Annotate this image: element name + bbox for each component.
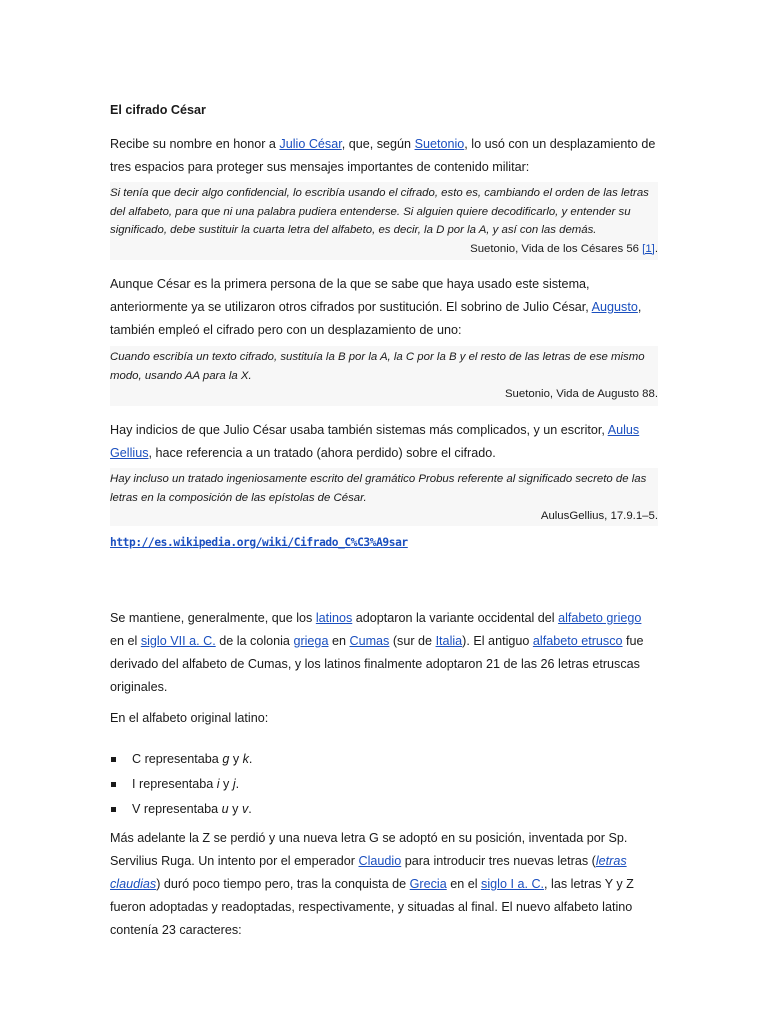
link-siglo-vii[interactable]: siglo VII a. C.	[140, 634, 216, 648]
para3-text-2: , hace referencia a un tratado (ahora perdido) sobre el cifrado.	[148, 446, 496, 460]
para4-text-6: (sur de	[389, 634, 436, 648]
paragraph-2	[110, 273, 658, 342]
list-item	[110, 747, 658, 772]
link-alfabeto-griego[interactable]: alfabeto griego	[558, 611, 642, 625]
paragraph-4	[110, 607, 658, 699]
para2-text-2: , también empleó el cifrado pero con un desplazamiento de uno:	[110, 300, 642, 337]
paragraph-6	[110, 827, 658, 942]
intro-paragraph	[110, 133, 658, 179]
para6-text-3: ) duró poco tiempo pero, tras la conquista de	[156, 877, 410, 891]
bullet-square-icon	[111, 757, 116, 762]
list-item-letter-a: g	[222, 752, 230, 766]
reference-link-1[interactable]: [1]	[642, 242, 655, 255]
paragraph-3	[110, 419, 658, 465]
list-item-letter-a: u	[221, 802, 229, 816]
link-italia[interactable]: Italia	[435, 634, 463, 648]
link-grecia[interactable]: Grecia	[409, 877, 447, 891]
list-item-conj: y	[228, 802, 242, 816]
para6-text-4: en el	[446, 877, 482, 891]
list-item	[110, 797, 658, 822]
para4-text-3: en el	[110, 634, 141, 648]
list-item-text: C representaba	[132, 752, 223, 766]
para4-text-4: de la colonia	[215, 634, 294, 648]
link-siglo-i[interactable]: siglo I a. C.	[481, 877, 545, 891]
quote-block-1	[110, 182, 658, 260]
list-item-text: I representaba	[132, 777, 217, 791]
link-letras-claudias[interactable]: letras claudias	[110, 854, 627, 891]
list-item-end: .	[248, 752, 253, 766]
list-item	[110, 772, 658, 797]
source-url-link[interactable]: http://es.wikipedia.org/wiki/Cifrado_C%C3%A9sar	[110, 536, 408, 549]
latin-alphabet-list	[110, 747, 658, 822]
link-cumas[interactable]: Cumas	[349, 634, 390, 648]
intro-text-1: Recibe su nombre en honor a	[110, 137, 280, 151]
quote-block-2	[110, 346, 658, 406]
quote-3-citation: AulusGellius, 17.9.1–5.	[540, 510, 658, 522]
link-alfabeto-etrusco[interactable]: alfabeto etrusco	[532, 634, 623, 648]
quote-block-3	[110, 468, 658, 526]
para4-text-1: Se mantiene, generalmente, que los	[110, 611, 316, 625]
para4-text-8: fue derivado del alfabeto de Cumas, y los latinos finalmente adoptaron 21 de las 26 letras etruscas originales.	[110, 634, 644, 694]
quote-1-cite-text: Suetonio, Vida de los Césares 56	[470, 242, 643, 255]
list-item-end: .	[235, 777, 240, 791]
list-item-letter-b: k	[242, 752, 249, 766]
section-title: El cifrado César	[110, 103, 206, 117]
para2-text-1: Aunque César es la primera persona de la que se sabe que haya usado este sistema, anteriormente ya se utilizaron otros cifrados por sustitución. El sobrino de Julio César,	[110, 277, 592, 314]
para6-text-5: , las letras Y y Z fueron adoptadas y readoptadas, respectivamente, y situadas al final. El nuevo alfabeto latino contenía 23 caracteres:	[110, 877, 634, 937]
quote-2-citation: Suetonio, Vida de Augusto 88.	[504, 388, 658, 400]
paragraph-5: En el alfabeto original latino:	[110, 711, 269, 725]
link-julio-cesar[interactable]: Julio César	[279, 137, 342, 151]
link-claudio[interactable]: Claudio	[358, 854, 402, 868]
bullet-square-icon	[111, 782, 116, 787]
list-item-letter-b: j	[232, 777, 236, 791]
para3-text-1: Hay indicios de que Julio César usaba también sistemas más complicados, y un escritor,	[110, 423, 608, 437]
list-item-conj: y	[219, 777, 233, 791]
list-item-text: V representaba	[132, 802, 222, 816]
link-augusto[interactable]: Augusto	[591, 300, 638, 314]
para6-text-2: para introducir tres nuevas letras (	[401, 854, 596, 868]
list-item-end: .	[248, 802, 252, 816]
para6-text-1: Más adelante la Z se perdió y una nueva letra G se adoptó en su posición, inventada por Sp. Servilius Ruga. Un intento por el emperador	[110, 831, 628, 868]
para4-text-7: ). El antiguo	[462, 634, 533, 648]
bullet-square-icon	[111, 807, 116, 812]
list-item-letter-b: v	[241, 802, 249, 816]
para4-text-2: adoptaron la variante occidental del	[352, 611, 559, 625]
quote-2-text: Cuando escribía un texto cifrado, sustituía la B por la A, la C por la B y el resto de las letras de ese mismo modo, usando AA para la X.	[110, 351, 645, 382]
intro-text-2: , que, según	[341, 137, 415, 151]
link-suetonio[interactable]: Suetonio	[414, 137, 465, 151]
link-aulus-gellius[interactable]: Aulus Gellius	[110, 423, 640, 460]
para4-text-5: en	[328, 634, 350, 648]
quote-1-citation	[110, 240, 658, 259]
list-item-letter-a: i	[216, 777, 220, 791]
intro-text-3: , lo usó con un desplazamiento de tres espacios para proteger sus mensajes importantes de contenido militar:	[110, 137, 656, 174]
quote-1-cite-end: .	[654, 242, 658, 255]
link-latinos[interactable]: latinos	[315, 611, 353, 625]
link-griega[interactable]: griega	[293, 634, 329, 648]
quote-3-text: Hay incluso un tratado ingeniosamente escrito del gramático Probus referente al significado secreto de las letras en la composición de las epístolas de César.	[110, 473, 647, 504]
quote-1-text: Si tenía que decir algo confidencial, lo escribía usando el cifrado, esto es, cambiando el orden de las letras del alfabeto, para que ni una palabra pudiera entenderse. Si alguien quiere decodificarlo, y entender su significado, debe sustituir la cuarta letra del alfabeto, es decir, la D por la A, y así con las demás.	[110, 187, 649, 236]
list-item-conj: y	[229, 752, 243, 766]
